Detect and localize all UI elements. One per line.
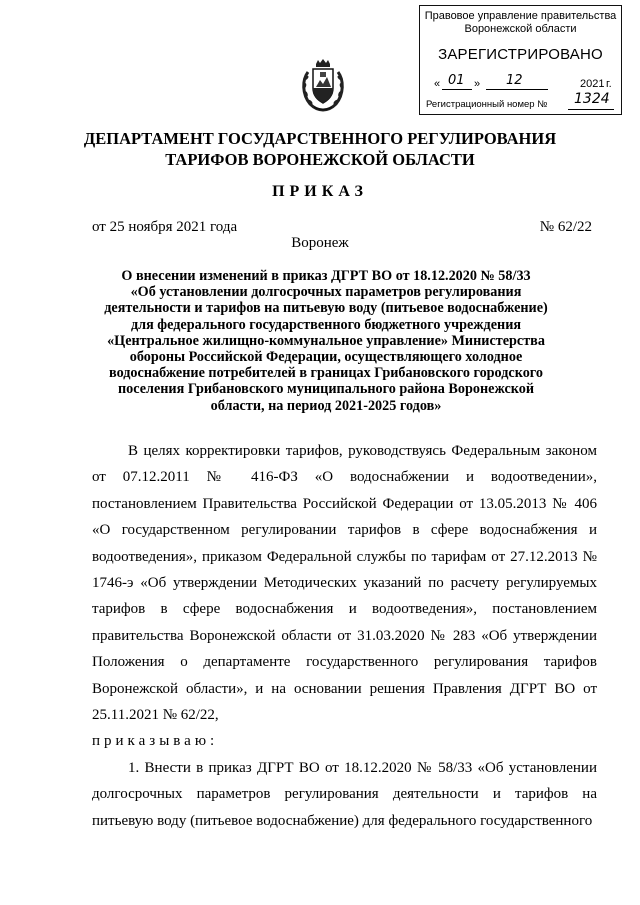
subject-line: обороны Российской Федерации, осуществляющего холодное	[129, 349, 523, 366]
stamp-number-row	[426, 91, 615, 112]
stamp-month: 12	[506, 73, 523, 88]
order-item-1: 1. Внести в приказ ДГРТ ВО от 18.12.2020 № 58/33 «Об установлении долгосрочных параметров регулирования деятельности и тарифов на питьевую воду (питьевое водоснабжение) для федерального государственного	[92, 759, 597, 829]
preamble-paragraph: В целях корректировки тарифов, руководствуясь Федеральным законом от 07.12.2011 № 416-ФЗ «О водоснабжении и водоотведении», постановлением Правительства Российской Федерации от 13.05.2013 № 406 «О государственном регулировании тарифов в сфере водоснабжения и водоотведения», приказом Федеральной службы по тарифам от 27.12.2013 № 1746-э «Об утверждении Методических указаний по расчету регулируемых тарифов в сфере водоснабжения и водоотведения», постановлением правительства Воронежской области от 31.03.2020 № 283 «Об утверждении Положения о департаменте государственного регулирования тарифов Воронежской области», и на основании решения Правления ДГРТ ВО от 25.11.2021 № 62/22,	[92, 443, 597, 724]
stamp-year-suffix: г.	[606, 78, 612, 90]
coat-of-arms-icon	[300, 58, 346, 112]
subject-line: поселения Грибановского муниципального района Воронежской	[117, 381, 535, 398]
order-number: № 62/22	[539, 219, 592, 235]
stamp-status: ЗАРЕГИСТРИРОВАНО	[438, 46, 603, 63]
order-subject	[96, 268, 556, 414]
subject-line: для федерального государственного бюджетного учреждения	[130, 316, 522, 333]
subject-line: «Центральное жилищно-коммунальное управление» Министерства	[107, 332, 545, 349]
registration-stamp	[419, 5, 622, 115]
document-type: ПРИКАЗ	[272, 183, 368, 200]
department-name	[0, 128, 640, 170]
stamp-day: 01	[448, 73, 465, 88]
stamp-year: 2021	[580, 78, 605, 90]
stamp-reg-label: Регистрационный номер №	[426, 99, 548, 110]
order-body	[92, 438, 597, 834]
order-word: приказываю:	[92, 733, 219, 750]
subject-line: водоснабжение потребителей в границах Грибановского городского	[109, 365, 543, 382]
subject-line: деятельности и тарифов на питьевую воду (питьевое водоснабжение)	[104, 300, 548, 317]
subject-line: «Об установлении долгосрочных параметров регулирования	[130, 284, 522, 301]
stamp-org-line2: Воронежской области	[464, 23, 577, 35]
order-city: Воронеж	[291, 235, 349, 251]
subject-line: области, на период 2021-2025 годов»	[210, 397, 442, 414]
stamp-org-line1: Правовое управление правительства	[424, 10, 617, 22]
stamp-reg-number: 1324	[574, 91, 610, 107]
stamp-date-row: « 01 » 12 2021 г.	[434, 73, 612, 90]
department-line1: ДЕПАРТАМЕНТ ГОСУДАРСТВЕННОГО РЕГУЛИРОВАНИЯ	[83, 129, 557, 148]
subject-line: О внесении изменений в приказ ДГРТ ВО от 18.12.2020 № 58/33	[121, 268, 531, 284]
order-date: от 25 ноября 2021 года	[92, 219, 238, 235]
department-line2: ТАРИФОВ ВОРОНЕЖСКОЙ ОБЛАСТИ	[165, 150, 475, 169]
